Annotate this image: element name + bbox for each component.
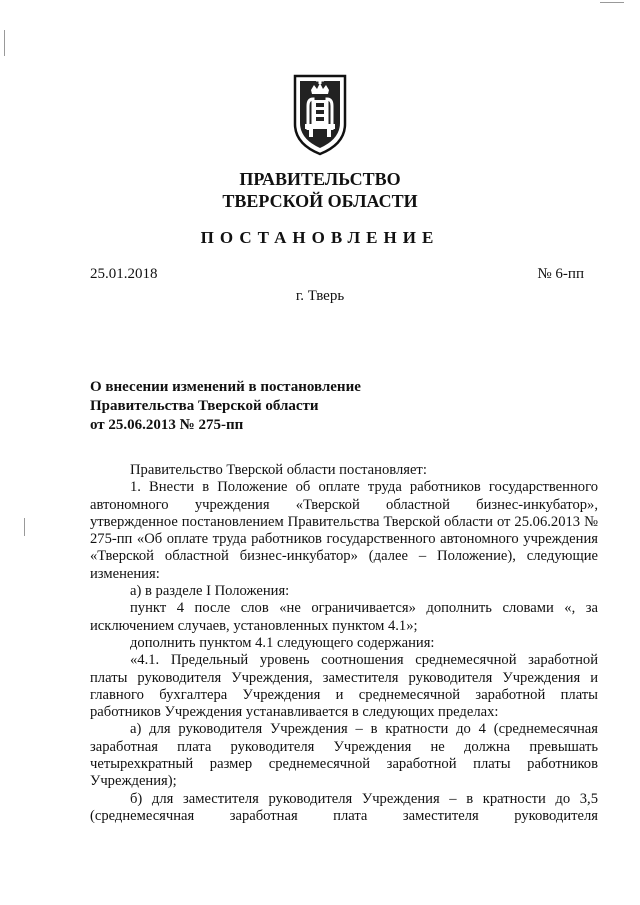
body-paragraph: «4.1. Предельный уровень соотношения среднемесячной заработной платы руководителя Учреждения, заместителя руководителя Учреждения и главного бухгалтера Учреждения и среднемесячной заработной платы работников Учреждения устанавливается в следующих пределах: [90, 652, 598, 721]
document-city: г. Тверь [295, 288, 345, 304]
document-date: 25.01.2018 [90, 266, 158, 282]
body-paragraph: б) для заместителя руководителя Учреждения – в кратности до 3,5 (среднемесячная заработная плата заместителя руководителя [90, 790, 598, 824]
document-number: № 6-пп [537, 266, 584, 282]
document-subject [90, 378, 361, 435]
government-name-line-2: ТВЕРСКОЙ ОБЛАСТИ [222, 191, 418, 211]
subject-line-1: О внесении изменений в постановление [90, 379, 361, 395]
body-paragraph: дополнить пунктом 4.1 следующего содержания: [130, 634, 435, 651]
scan-edge-mark [600, 2, 624, 3]
coat-of-arms-emblem [289, 72, 351, 156]
body-paragraph: а) в разделе I Положения: [130, 583, 290, 600]
scan-margin-mark [24, 518, 25, 536]
body-paragraph: а) для руководителя Учреждения – в кратности до 4 (среднемесячная заработная плата руководителя Учреждения не должна превышать четырехкратный размер среднемесячной заработной платы работников Учреждения); [90, 721, 598, 790]
government-name-line-1: ПРАВИТЕЛЬСТВО [239, 169, 401, 189]
document-body [90, 462, 598, 825]
body-paragraph: Правительство Тверской области постановляет: [130, 462, 427, 478]
document-type-title: ПОСТАНОВЛЕНИЕ [200, 228, 440, 247]
subject-line-2: Правительства Тверской области [90, 398, 319, 414]
body-paragraph: 1. Внести в Положение об оплате труда работников государственного автономного учреждения «Тверской областной бизнес-инкубатор», утвержденное постановлением Правительства Тверской области от 25.06.2013 № 275-пп «Об оплате труда работников государственного автономного учреждения «Тверской областной бизнес-инкубатор» (далее – Положение), следующие изменения: [90, 479, 598, 582]
subject-line-3: от 25.06.2013 № 275-пп [90, 417, 244, 433]
body-paragraph: пункт 4 после слов «не ограничивается» дополнить словами «, за исключением случаев, установленных пунктом 4.1»; [90, 600, 598, 634]
scan-margin-mark [4, 30, 5, 56]
government-name [0, 168, 640, 212]
